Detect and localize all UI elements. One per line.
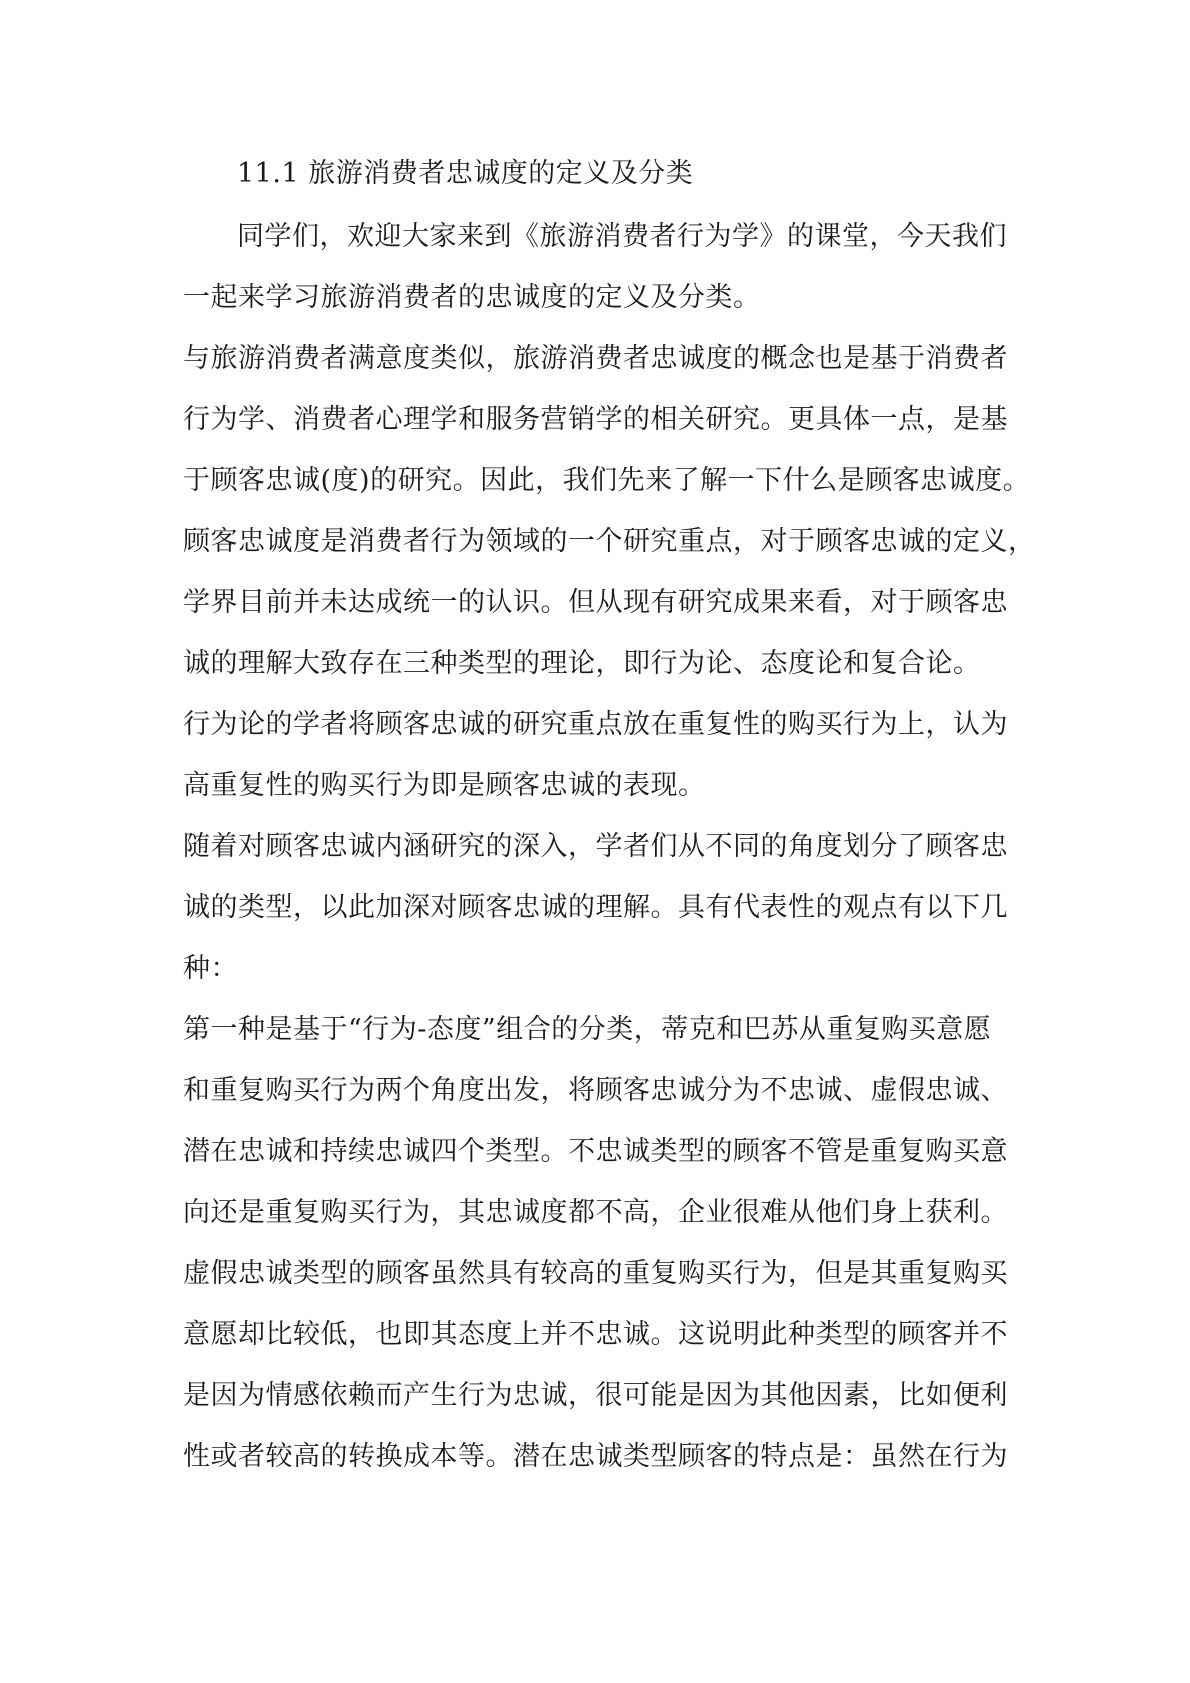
paragraph-line: 虚假忠诚类型的顾客虽然具有较高的重复购买行为，但是其重复购买 (183, 1258, 1008, 1289)
paragraph-line: 第一种是基于“行为-态度”组合的分类，蒂克和巴苏从重复购买意愿 (183, 1014, 992, 1045)
section-heading: 11.1 旅游消费者忠诚度的定义及分类 (237, 158, 694, 189)
paragraph-line: 顾客忠诚度是消费者行为领域的一个研究重点，对于顾客忠诚的定义， (183, 526, 1036, 557)
paragraph-line: 一起来学习旅游消费者的忠诚度的定义及分类。 (183, 282, 761, 313)
paragraph-line: 是因为情感依赖而产生行为忠诚，很可能是因为其他因素，比如便利 (183, 1380, 1008, 1411)
paragraph-line: 于顾客忠诚(度)的研究。因此，我们先来了解一下什么是顾客忠诚度。 (183, 465, 1031, 496)
paragraph-line: 行为论的学者将顾客忠诚的研究重点放在重复性的购买行为上，认为 (183, 709, 1008, 740)
paragraph-line: 同学们，欢迎大家来到《旅游消费者行为学》的课堂，今天我们 (237, 221, 1007, 252)
paragraph-line: 种： (183, 953, 238, 984)
paragraph-line: 性或者较高的转换成本等。潜在忠诚类型顾客的特点是：虽然在行为 (183, 1441, 1008, 1472)
paragraph-line: 随着对顾客忠诚内涵研究的深入，学者们从不同的角度划分了顾客忠 (183, 831, 1008, 862)
paragraph-line: 向还是重复购买行为，其忠诚度都不高，企业很难从他们身上获利。 (183, 1197, 1008, 1228)
paragraph-line: 高重复性的购买行为即是顾客忠诚的表现。 (183, 770, 706, 801)
paragraph-line: 和重复购买行为两个角度出发，将顾客忠诚分为不忠诚、虚假忠诚、 (183, 1075, 1008, 1106)
paragraph-line: 行为学、消费者心理学和服务营销学的相关研究。更具体一点，是基 (183, 404, 1008, 435)
paragraph-line: 与旅游消费者满意度类似，旅游消费者忠诚度的概念也是基于消费者 (183, 343, 1008, 374)
paragraph-line: 意愿却比较低，也即其态度上并不忠诚。这说明此种类型的顾客并不 (183, 1319, 1008, 1350)
paragraph-line: 潜在忠诚和持续忠诚四个类型。不忠诚类型的顾客不管是重复购买意 (183, 1136, 1008, 1167)
paragraph-line: 诚的理解大致存在三种类型的理论，即行为论、态度论和复合论。 (183, 648, 981, 679)
paragraph-line: 诚的类型，以此加深对顾客忠诚的理解。具有代表性的观点有以下几 (183, 892, 1008, 923)
paragraph-line: 学界目前并未达成统一的认识。但从现有研究成果来看，对于顾客忠 (183, 587, 1008, 618)
